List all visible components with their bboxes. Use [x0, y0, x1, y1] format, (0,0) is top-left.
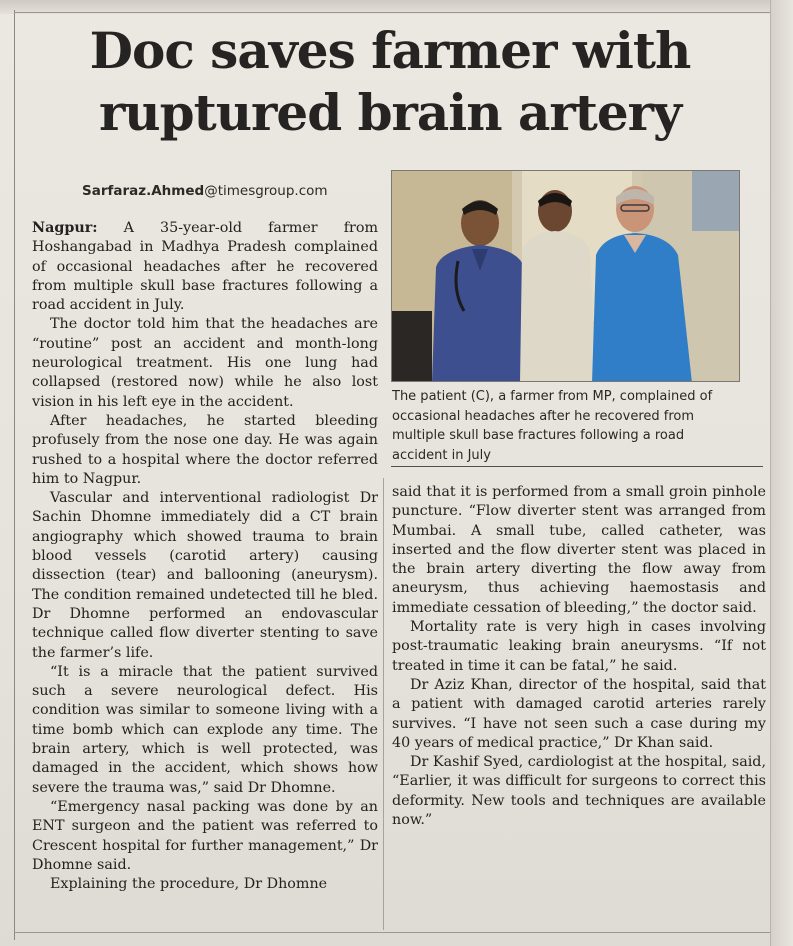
column-divider	[383, 478, 384, 930]
paragraph-4: Vascular and interventional radiologist Dr Sachin Dhomne immediately did a CT brain angiography which showed trauma to brain blood vessels (carotid artery) causing dissection (tear) and ballooning (aneurysm). The condition remained undetected till he bled. Dr Dhomne performed an endovascular technique called flow diverter stenting to save the farmer’s life.	[32, 490, 378, 661]
paragraph-7: Explaining the procedure, Dr Dhomne	[50, 876, 328, 893]
headline-line-1: Doc saves farmer with	[89, 21, 691, 80]
bottom-rule	[14, 932, 770, 933]
top-rule	[14, 12, 770, 13]
dateline: Nagpur:	[32, 220, 98, 236]
paragraph-9: Mortality rate is very high in cases involving post-traumatic leaking brain aneurysms. “If not treated in time it can be fatal,” he said.	[392, 619, 766, 674]
adjacent-column-edge	[770, 0, 793, 946]
byline	[82, 183, 328, 199]
paragraph-8: said that it is performed from a small groin pinhole puncture. “Flow diverter stent was arranged from Mumbai. A small tube, called catheter, was inserted and the flow diverter stent was placed in the brain artery diverting the flow away from aneurysm, thus achieving haemostasis and immediate cessation of bleeding,” the doctor said.	[392, 484, 766, 616]
paragraph-5: “It is a miracle that the patient survived such a severe neurological defect. His condition was similar to someone living with a time bomb which can explode any time. The brain artery, which is well protected, was damaged in the accident, which shows how severe the trauma was,” said Dr Dhomne.	[32, 663, 378, 796]
paragraph-11: Dr Kashif Syed, cardiologist at the hospital, said, “Earlier, it was difficult for surgeons to correct this deformity. New tools and techniques are available now.”	[392, 754, 766, 829]
headline	[30, 20, 750, 144]
paragraph-1	[32, 219, 378, 315]
photo-caption: The patient (C), a farmer from MP, complained of occasional headaches after he recovered from multiple skull base fractures following a road accident in July	[392, 389, 713, 463]
paragraph-6: “Emergency nasal packing was done by an ENT surgeon and the patient was referred to Crescent hospital for further management,” Dr Dhomne said.	[32, 798, 378, 873]
paragraph-10: Dr Aziz Khan, director of the hospital, said that a patient with damaged carotid arteries rarely survives. “I have not seen such a case during my 40 years of medical practice,” Dr Khan said.	[392, 676, 766, 751]
paragraph-1-text: A 35-year-old farmer from Hoshangabad in Madhya Pradesh complained of occasional headaches after he recovered from multiple skull base fractures following a road accident in July.	[32, 220, 378, 314]
byline-domain: @timesgroup.com	[204, 183, 328, 199]
caption-rule	[391, 466, 763, 467]
column-1	[32, 219, 378, 894]
column-2	[392, 483, 766, 830]
headline-line-2: ruptured brain artery	[98, 83, 682, 142]
byline-name: Sarfaraz.Ahmed	[82, 183, 205, 199]
paragraph-3: After headaches, he started bleeding profusely from the nose one day. He was again rushed to a hospital where the doctor referred him to Nagpur.	[32, 412, 378, 487]
three-men-photo-icon	[392, 171, 740, 382]
news-photo	[391, 170, 740, 382]
paragraph-2: The doctor told him that the headaches are “routine” post an accident and month-long neurological treatment. His one lung had collapsed (restored now) while he also lost vision in his left eye in the accident.	[32, 316, 378, 410]
